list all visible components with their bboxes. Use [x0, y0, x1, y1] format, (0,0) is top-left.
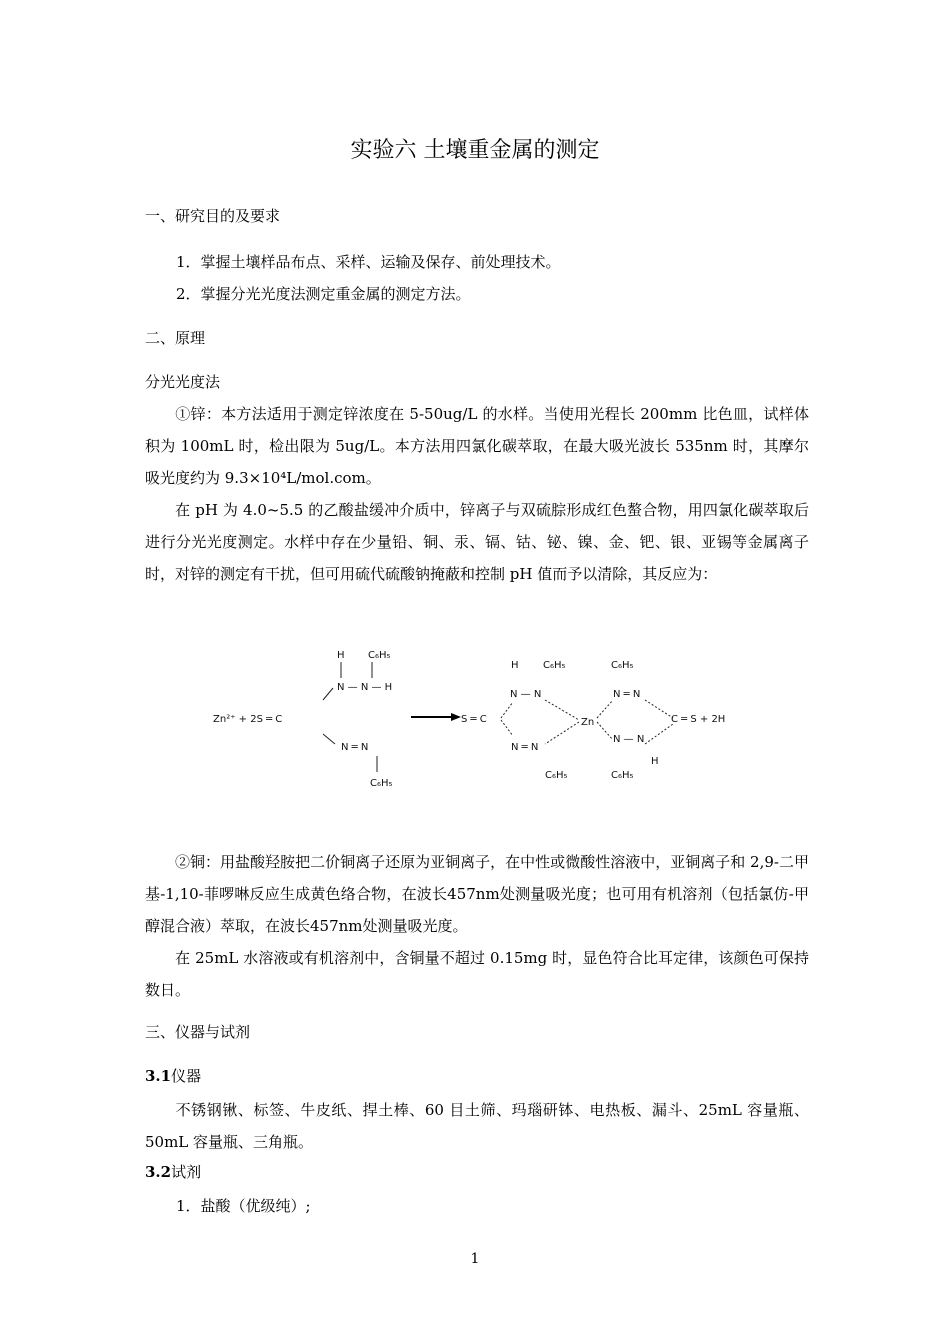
reaction-c6h5-top: C₆H₅	[368, 650, 391, 661]
section-heading-3: 三、仪器与试剂	[145, 1023, 251, 1041]
svg-text:C₆H₅: C₆H₅	[611, 770, 634, 781]
paragraph-copper-1: ②铜：用盐酸羟胺把二价铜离子还原为亚铜离子，在中性或微酸性溶液中，亚铜离子和 2,9-二甲基-1,10-菲啰啉反应生成黄色络合物，在波长457nm处测量吸光度；也可用有机溶剂（包括氯仿-甲醇混合液）萃取，在波长457nm处测量吸光度。	[145, 853, 809, 935]
paragraph-zinc-1: ①锌：本方法适用于测定锌浓度在 5-50ug/L 的水样。当使用光程长 200mm 比色皿，试样体积为 100mL 时，检出限为 5ug/L。本方法用四氯化碳萃取，在最大吸光波长 535nm 时，其摩尔吸光度约为 9.3×10⁴L/mol.com。	[145, 405, 809, 487]
reaction-product-right: C ═ S + 2H	[671, 714, 726, 725]
svg-text:N ═ N: N ═ N	[511, 742, 539, 753]
svg-text:N — N: N — N	[510, 689, 542, 700]
section-heading-1: 一、研究目的及要求	[145, 207, 281, 225]
svg-text:H: H	[651, 756, 659, 767]
page-title: 实验六 土壤重金属的测定	[350, 138, 600, 163]
reaction-n-eq-n: N ═ N	[341, 742, 369, 753]
reaction-zn-left: Zn²⁺ + 2S ═ C	[213, 714, 283, 725]
paragraph-instruments: 不锈钢锹、标签、牛皮纸、捍土棒、60 目土筛、玛瑙研钵、电热板、漏斗、25mL 容量瓶、50mL 容量瓶、三角瓶。	[145, 1101, 809, 1151]
subheading-spectrophotometry: 分光光度法	[145, 373, 221, 391]
list-item: 1．掌握土壤样品布点、采样、运输及保存、前处理技术。	[176, 253, 561, 271]
list-item: 1．盐酸（优级纯）;	[176, 1197, 311, 1215]
section-heading-2: 二、原理	[145, 329, 206, 347]
svg-text:C₆H₅: C₆H₅	[543, 660, 566, 671]
subsection-reagents: 3.2试剂	[145, 1163, 202, 1181]
list-item: 2．掌握分光光度法测定重金属的测定方法。	[176, 285, 471, 303]
reaction-nh-top: N — N — H	[337, 682, 393, 693]
paragraph-zinc-2: 在 pH 为 4.0~5.5 的乙酸盐缓冲介质中，锌离子与双硫腙形成红色螯合物，用四氯化碳萃取后进行分光光度测定。水样中存在少量铅、铜、汞、镉、钴、铋、镍、金、钯、银、亚锡等金属离子时，对锌的测定有干扰，但可用硫代硫酸钠掩蔽和控制 pH 值而予以清除，其反应为：	[145, 501, 809, 583]
reaction-c6h5-bottom: C₆H₅	[370, 778, 393, 789]
reaction-h-top: H	[337, 650, 345, 661]
svg-text:N ═ N: N ═ N	[613, 689, 641, 700]
page-number: 1	[470, 1251, 480, 1267]
reaction-product-s: S ═ C	[461, 714, 487, 725]
subsection-instruments: 3.1仪器	[145, 1067, 202, 1085]
svg-text:C₆H₅: C₆H₅	[545, 770, 568, 781]
reaction-product-zn: Zn	[581, 717, 595, 728]
svg-text:H: H	[511, 660, 519, 671]
svg-text:N — N: N — N	[613, 734, 645, 745]
paragraph-copper-2: 在 25mL 水溶液或有机溶剂中，含铜量不超过 0.15mg 时，显色符合比耳定律，该颜色可保持数日。	[145, 949, 809, 999]
svg-text:C₆H₅: C₆H₅	[611, 660, 634, 671]
reaction-diagram	[205, 640, 785, 800]
